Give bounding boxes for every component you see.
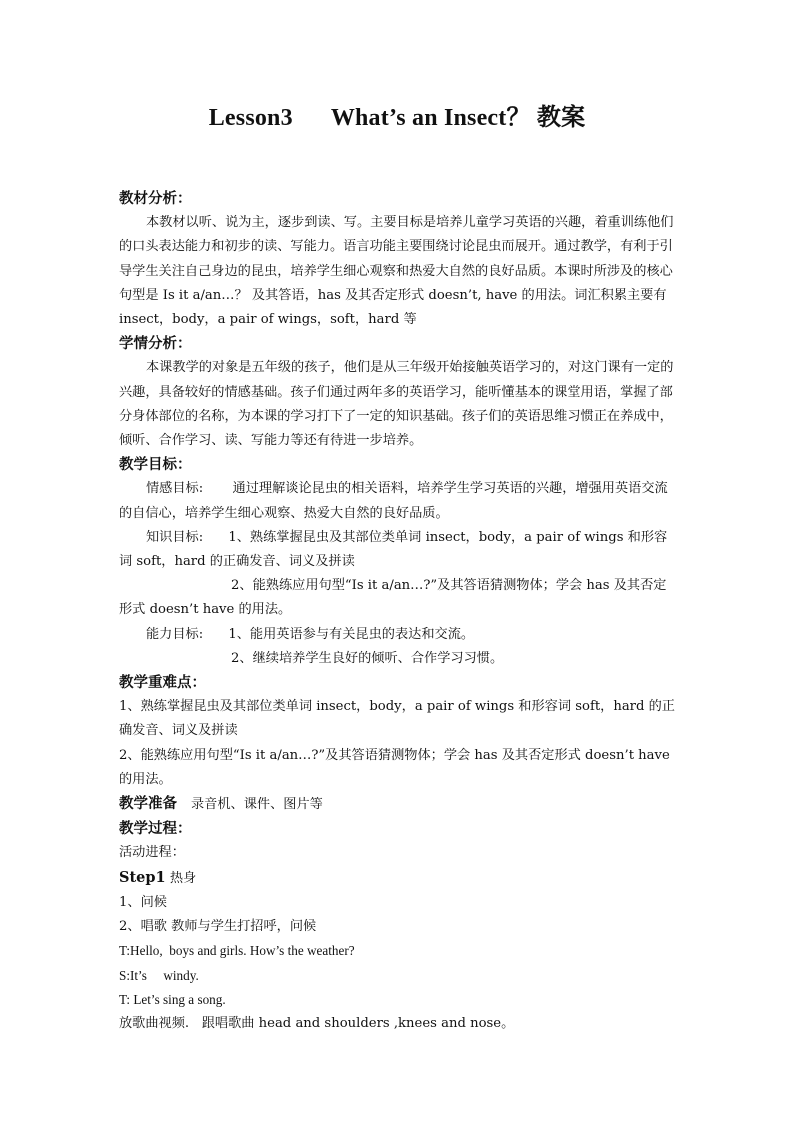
- step1-title: 热身: [165, 870, 197, 886]
- section-heading-process: 教学过程：: [119, 820, 192, 838]
- knowledge-objective-1-text: 1、熟练掌握昆虫及其部位类单词 insect，body，a pair of wings 和形容词 soft，hard 的正确发音、词义及拼读: [119, 529, 668, 570]
- emotion-objective-label: 情感目标:: [146, 481, 204, 497]
- dialog-line-2: S:It’s windy.: [119, 967, 199, 983]
- dialog-line-3: T: Let’s sing a song.: [119, 991, 226, 1007]
- section-heading-objectives: 教学目标：: [119, 456, 192, 474]
- preparation-line: [119, 792, 679, 817]
- step1-label: Step1: [119, 868, 166, 886]
- step1-heading: [119, 866, 679, 891]
- page-title: [0, 101, 794, 135]
- section-heading-learner-analysis: 学情分析：: [119, 335, 192, 353]
- step1-item-1: 1、问候: [119, 894, 167, 910]
- process-closing: 放歌曲视频. 跟唱歌曲 head and shoulders ,knees and nose。: [119, 1015, 515, 1031]
- section-heading-key-points: 教学重难点：: [119, 674, 206, 692]
- ability-objective-2: 2、继续培养学生良好的倾听、合作学习习惯。: [231, 650, 504, 666]
- knowledge-objective-label: 知识目标:: [146, 529, 204, 545]
- title-lesson: Lesson3: [208, 105, 293, 131]
- learner-analysis-paragraph: 本课教学的对象是五年级的孩子，他们是从三年级开始接触英语学习的，对这门课有一定的兴趣，具备较好的情感基础。孩子们通过两年多的英语学习，能听懂基本的课堂用语，掌握了部分身体部位的名称，为本课的学习打下了一定的知识基础。孩子们的英语思维习惯正在养成中，倾听、合作学习、读、写能力等还有待进一步培养。: [119, 360, 674, 449]
- knowledge-objective-1: [119, 526, 679, 574]
- emotion-objective-text: 通过理解谈论昆虫的相关语料，培养学生学习英语的兴趣，增强用英语交流的自信心，培养学生细心观察、热爱大自然的良好品质。: [119, 481, 668, 521]
- key-point-1: 1、熟练掌握昆虫及其部位类单词 insect，body，a pair of wings 和形容词 soft，hard 的正确发音、词义及拼读: [119, 699, 675, 739]
- key-point-2: 2、能熟练应用句型“Is it a/an…?”及其答语猜测物体；学会 has 及其否定形式 doesn’t have 的用法。: [119, 747, 670, 787]
- process-intro: 活动进程：: [119, 845, 185, 861]
- ability-objective-1: [119, 623, 679, 647]
- step1-item-2: 2、唱歌 教师与学生打招呼，问候: [119, 919, 317, 935]
- knowledge-objective-2-text: 2、能熟练应用句型“Is it a/an…?”及其答语猜测物体；学会 has 及其否定形式 doesn’t have 的用法。: [119, 578, 667, 618]
- ability-objective-label: 能力目标:: [146, 626, 204, 642]
- knowledge-objective-2: [119, 574, 679, 622]
- ability-objective-1-text: 1、能用英语参与有关昆虫的表达和交流。: [228, 626, 475, 642]
- dialog-line-1: T:Hello, boys and girls. How’s the weather?: [119, 943, 355, 959]
- title-name: What’s an Insect？ 教案: [330, 105, 586, 131]
- preparation-text: 录音机、课件、图片等: [191, 797, 323, 813]
- section-heading-preparation: 教学准备: [119, 795, 177, 813]
- emotion-objective: [119, 477, 679, 525]
- section-heading-textbook-analysis: 教材分析：: [119, 190, 192, 207]
- textbook-analysis-paragraph: 本教材以听、说为主，逐步到读、写。主要目标是培养儿童学习英语的兴趣，着重训练他们的口头表达能力和初步的读、写能力。语言功能主要围绕讨论昆虫而展开。通过教学，有利于引导学生关注自己身边的昆虫，培养学生细心观察和热爱大自然的良好品质。本课时所涉及的核心句型是 Is it a/an…？ 及其答语，has 及其否定形式 doesn’t, have 的用法。词汇积累主要有 insect，body，a pair of wings，soft，hard 等: [119, 215, 674, 328]
- document-body: [119, 187, 679, 1036]
